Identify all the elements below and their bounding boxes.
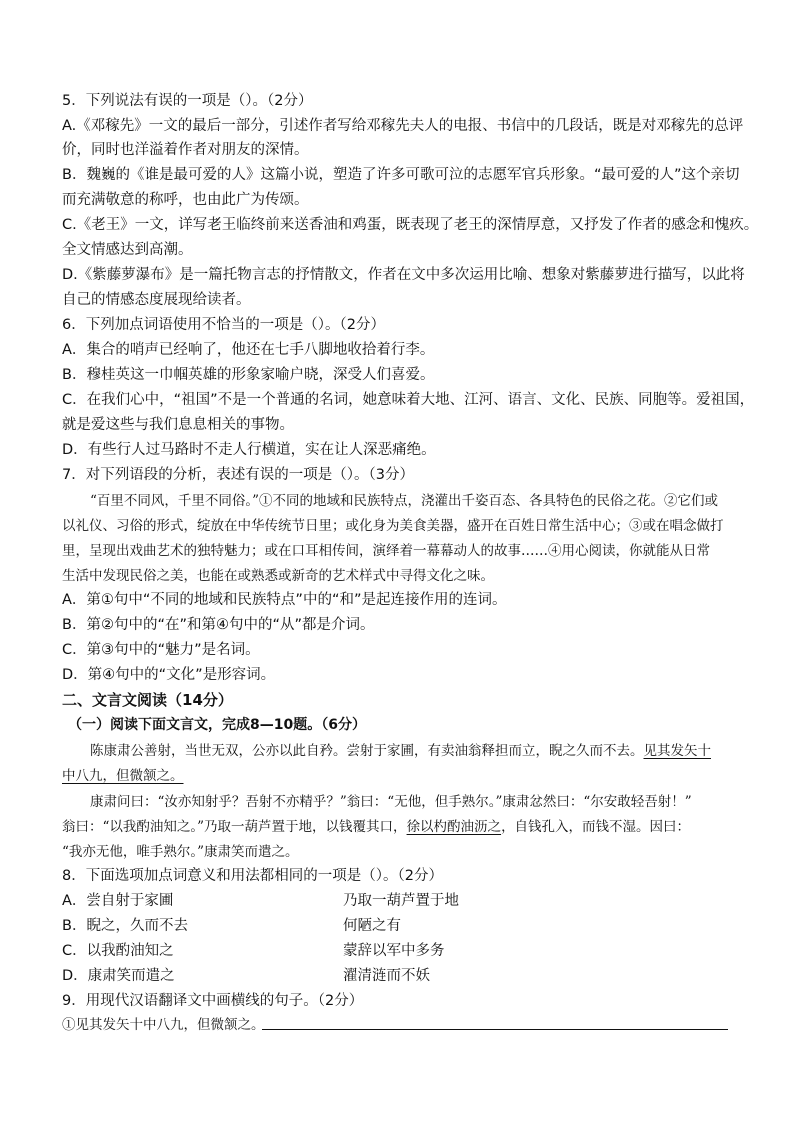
q8-option-d-left: D．康肃笑而遣之: [62, 968, 175, 984]
q8-option-c-left: C．以我酌油知之: [62, 943, 174, 959]
classical-text-line-5: “我亦无他，唯手熟尔。”康肃笑而遣之。: [62, 844, 299, 860]
q5-option-a-cont: 价，同时也洋溢着作者对朋友的深情。: [62, 142, 309, 158]
q5-option-a: A.《邓稼先》一文的最后一部分，引述作者写给邓稼先夫人的电报、书信中的几段话，既是对邓稼先的总评: [62, 118, 744, 134]
q5-option-d: D.《紫藤萝瀑布》是一篇托物言志的抒情散文，作者在文中多次运用比喻、想象对紫藤萝进行描写，以此将: [62, 267, 745, 283]
subsection-heading: （一）阅读下面文言文，完成8—10题。（6分）: [68, 717, 366, 733]
q8-option-d-right: 濯清涟而不妖: [343, 968, 430, 984]
q5-option-b: B．魏巍的《谁是最可爱的人》这篇小说，塑造了许多可歌可泣的志愿军官兵形象。“最可爱的人”这个亲切: [62, 167, 740, 183]
q5-option-c-cont: 全文情感达到高潮。: [62, 242, 193, 258]
q8-stem: 8．下面选项加点词意义和用法都相同的一项是（）。（2分）: [62, 868, 443, 884]
classical-text-line-4a: 翁曰：“以我酌油知之。”乃取一葫芦置于地，以钱覆其口，: [62, 819, 407, 835]
q7-stem: 7．对下列语段的分析，表述有误的一项是（）。（3分）: [62, 467, 414, 483]
q7-option-d: D．第④句中的“文化”是形容词。: [62, 667, 276, 683]
q5-stem: 5．下列说法有误的一项是（）。（2分）: [62, 93, 313, 109]
q9-stem: 9．用现代汉语翻译文中画横线的句子。（2分）: [62, 993, 364, 1009]
q8-option-b-left: B．睨之，久而不去: [62, 918, 188, 934]
q6-option-a: A．集合的哨声已经响了，他还在七手八脚地收拾着行李。: [62, 342, 435, 358]
q5-option-b-cont: 而充满敬意的称呼，也由此广为传颂。: [62, 192, 309, 208]
classical-text-line-3: 康肃问曰：“汝亦知射乎？吾射不亦精乎？”翁曰：“无他，但手熟尔。”康肃忿然曰：“尔安敢轻吾射！”: [90, 794, 692, 810]
q8-option-c-right: 蒙辞以军中多务: [343, 943, 445, 959]
underlined-sentence-2: 徐以杓酌油沥之: [406, 819, 502, 835]
section-heading: 二、文言文阅读（14分）: [62, 691, 233, 709]
underlined-sentence-part-1: 见其发矢十: [643, 743, 711, 759]
q5-option-c: C.《老王》一文，详写老王临终前来送香油和鸡蛋，既表现了老王的深情厚意，又抒发了作者的感念和愧疚。: [62, 217, 759, 233]
underlined-sentence-part-2: 中八九，但微颔之。: [62, 768, 184, 784]
q9-item-1: ①见其发矢十中八九，但微颔之。: [62, 1017, 265, 1033]
q7-passage-line-1: “百里不同风，千里不同俗。”①不同的地域和民族特点，浇灌出千姿百态、各具特色的民俗之花。②它们或: [90, 493, 719, 509]
classical-text-line-1: [90, 741, 711, 761]
classical-text-line-4: [62, 817, 690, 837]
q7-option-a: A．第①句中“不同的地域和民族特点”中的“和”是起连接作用的连词。: [62, 592, 507, 608]
q7-option-c: C．第③句中的“魅力”是名词。: [62, 642, 260, 658]
q7-option-b: B．第②句中的“在”和第④句中的“从”都是介词。: [62, 617, 375, 633]
q6-option-b: B．穆桂英这一巾帼英雄的形象家喻户晓，深受人们喜爱。: [62, 367, 435, 383]
q6-option-c-cont: 就是爱这些与我们息息相关的事物。: [62, 417, 294, 433]
q5-option-d-cont: 自己的情感态度展现给读者。: [62, 292, 251, 308]
q7-passage-line-3: 里，呈现出戏曲艺术的独特魅力；或在口耳相传间，演绎着一幕幕动人的故事……④用心阅读，你就能从日常: [62, 543, 710, 559]
q7-passage-line-2: 以礼仪、习俗的形式，绽放在中华传统节日里；或化身为美食美器，盛开在百姓日常生活中心；③或在唱念做打: [62, 518, 724, 534]
q6-stem: 6．下列加点词语使用不恰当的一项是（）。（2分）: [62, 317, 385, 333]
q6-option-d: D．有些行人过马路时不走人行横道，实在让人深恶痛绝。: [62, 442, 436, 458]
q8-option-a-left: A．尝自射于家圃: [62, 893, 174, 909]
classical-text-line-4b: ，自钱孔入，而钱不湿。因曰：: [501, 819, 691, 835]
q8-option-b-right: 何陋之有: [343, 918, 401, 934]
q8-option-a-right: 乃取一葫芦置于地: [343, 893, 459, 909]
classical-text-line-1a: 陈康肃公善射，当世无双，公亦以此自矜。尝射于家圃，有卖油翁释担而立，睨之久而不去。: [90, 743, 644, 759]
classical-text-line-2: [62, 766, 184, 786]
q7-passage-line-4: 生活中发现民俗之美，也能在或熟悉或新奇的艺术样式中寻得文化之味。: [62, 568, 494, 584]
q6-option-c: C．在我们心中，“祖国”不是一个普通的名词，她意味着大地、江河、语言、文化、民族、同胞等。爱祖国，: [62, 392, 755, 408]
answer-blank-line[interactable]: [262, 1029, 728, 1030]
